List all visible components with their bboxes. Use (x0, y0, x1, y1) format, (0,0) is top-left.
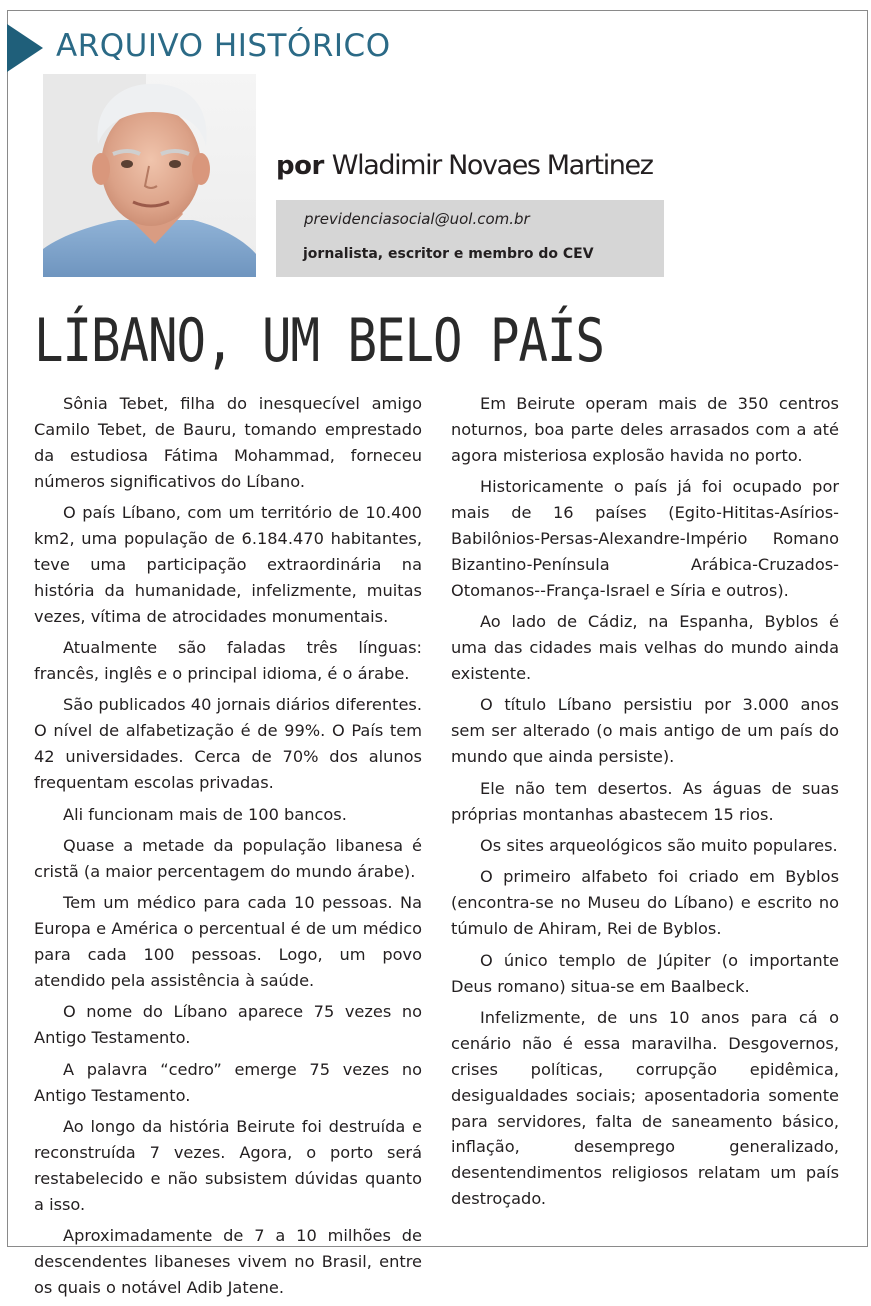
right-column (451, 391, 839, 1218)
left-column (34, 391, 422, 1306)
paragraph: Em Beirute operam mais de 350 centros noturnos, boa parte deles arrasados com a até agora misteriosa explosão havida no porto. (451, 394, 839, 465)
author-role: jornalista, escritor e membro do CEV (303, 246, 594, 262)
paragraph: O nome do Líbano aparece 75 vezes no Antigo Testamento. (34, 1002, 422, 1048)
section-arrow-icon (7, 24, 43, 72)
paragraph: Quase a metade da população libanesa é cristã (a maior percentagem do mundo árabe). (34, 836, 422, 881)
paragraph: Infelizmente, de uns 10 anos para cá o cenário não é essa maravilha. Desgovernos, crises políticas, corrupção epidêmica, desigualdades sociais; aposentadoria somente para servidores, falta de saneamento básico, inflação, desemprego generalizado, desentendimentos religiosos relatam um país destroçado. (451, 1007, 839, 1209)
paragraph: O único templo de Júpiter (o importante Deus romano) situa-se em Baalbeck. (451, 950, 839, 996)
paragraph: Ele não tem desertos. As águas de suas próprias montanhas abastecem 15 rios. (451, 778, 839, 824)
article-title: LÍBANO, UM BELO PAÍS (34, 306, 605, 376)
paragraph: A palavra “cedro” emerge 75 vezes no Antigo Testamento. (34, 1059, 422, 1105)
author-photo (43, 74, 256, 277)
paragraph: Aproximadamente de 7 a 10 milhões de descendentes libaneses vivem no Brasil, entre os quais o notável Adib Jatene. (34, 1226, 422, 1297)
paragraph: O título Líbano persistiu por 3.000 anos sem ser alterado (o mais antigo de um país do mundo que ainda persiste). (451, 695, 839, 767)
paragraph: O país Líbano, com um território de 10.400 km2, uma população de 6.184.470 habitantes, teve uma participação extraordinária na história da humanidade, infelizmente, muitas vezes, vítima de atrocidades monumentais. (34, 503, 422, 626)
author-portrait-icon (43, 74, 256, 277)
paragraph: Sônia Tebet, filha do inesquecível amigo Camilo Tebet, de Bauru, tomando emprestado da estudiosa Fátima Mohammad, forneceu números significativos do Líbano. (34, 394, 422, 491)
author-info-box (276, 200, 664, 277)
paragraph: Tem um médico para cada 10 pessoas. Na Europa e América o percentual é de um médico para cada 100 pessoas. Logo, um povo atendido pela assistência à saúde. (34, 893, 422, 991)
byline (276, 150, 653, 181)
author-email[interactable]: previdenciasocial@uol.com.br (304, 210, 530, 228)
section-label: ARQUIVO HISTÓRICO (56, 28, 391, 64)
paragraph: O primeiro alfabeto foi criado em Byblos (encontra-se no Museu do Líbano) e escrito no túmulo de Ahiram, Rei de Byblos. (451, 867, 839, 939)
paragraph: Historicamente o país já foi ocupado por mais de 16 países (Egito-Hititas-Asírios-Babilônios-Persas-Alexandre-Império Romano Bizantino-Península Arábica-Cruzados-Otomanos--França-Israel e Síria e outros). (451, 477, 839, 600)
paragraph: São publicados 40 jornais diários diferentes. O nível de alfabetização é de 99%. O País tem 42 universidades. Cerca de 70% dos alunos frequentam escolas privadas. (34, 695, 422, 793)
paragraph: Ao longo da história Beirute foi destruída e reconstruída 7 vezes. Agora, o porto será restabelecido e não subsistem dúvidas quanto a isso. (34, 1117, 422, 1214)
author-name: Wladimir Novaes Martinez (331, 150, 653, 181)
paragraph: Atualmente são faladas três línguas: francês, inglês e o principal idioma, é o árabe. (34, 638, 422, 684)
paragraph: Os sites arqueológicos são muito populares. (480, 836, 838, 855)
paragraph: Ali funcionam mais de 100 bancos. (63, 804, 347, 824)
paragraph: Ao lado de Cádiz, na Espanha, Byblos é uma das cidades mais velhas do mundo ainda existente. (451, 612, 839, 684)
byline-prefix: por (276, 151, 324, 181)
